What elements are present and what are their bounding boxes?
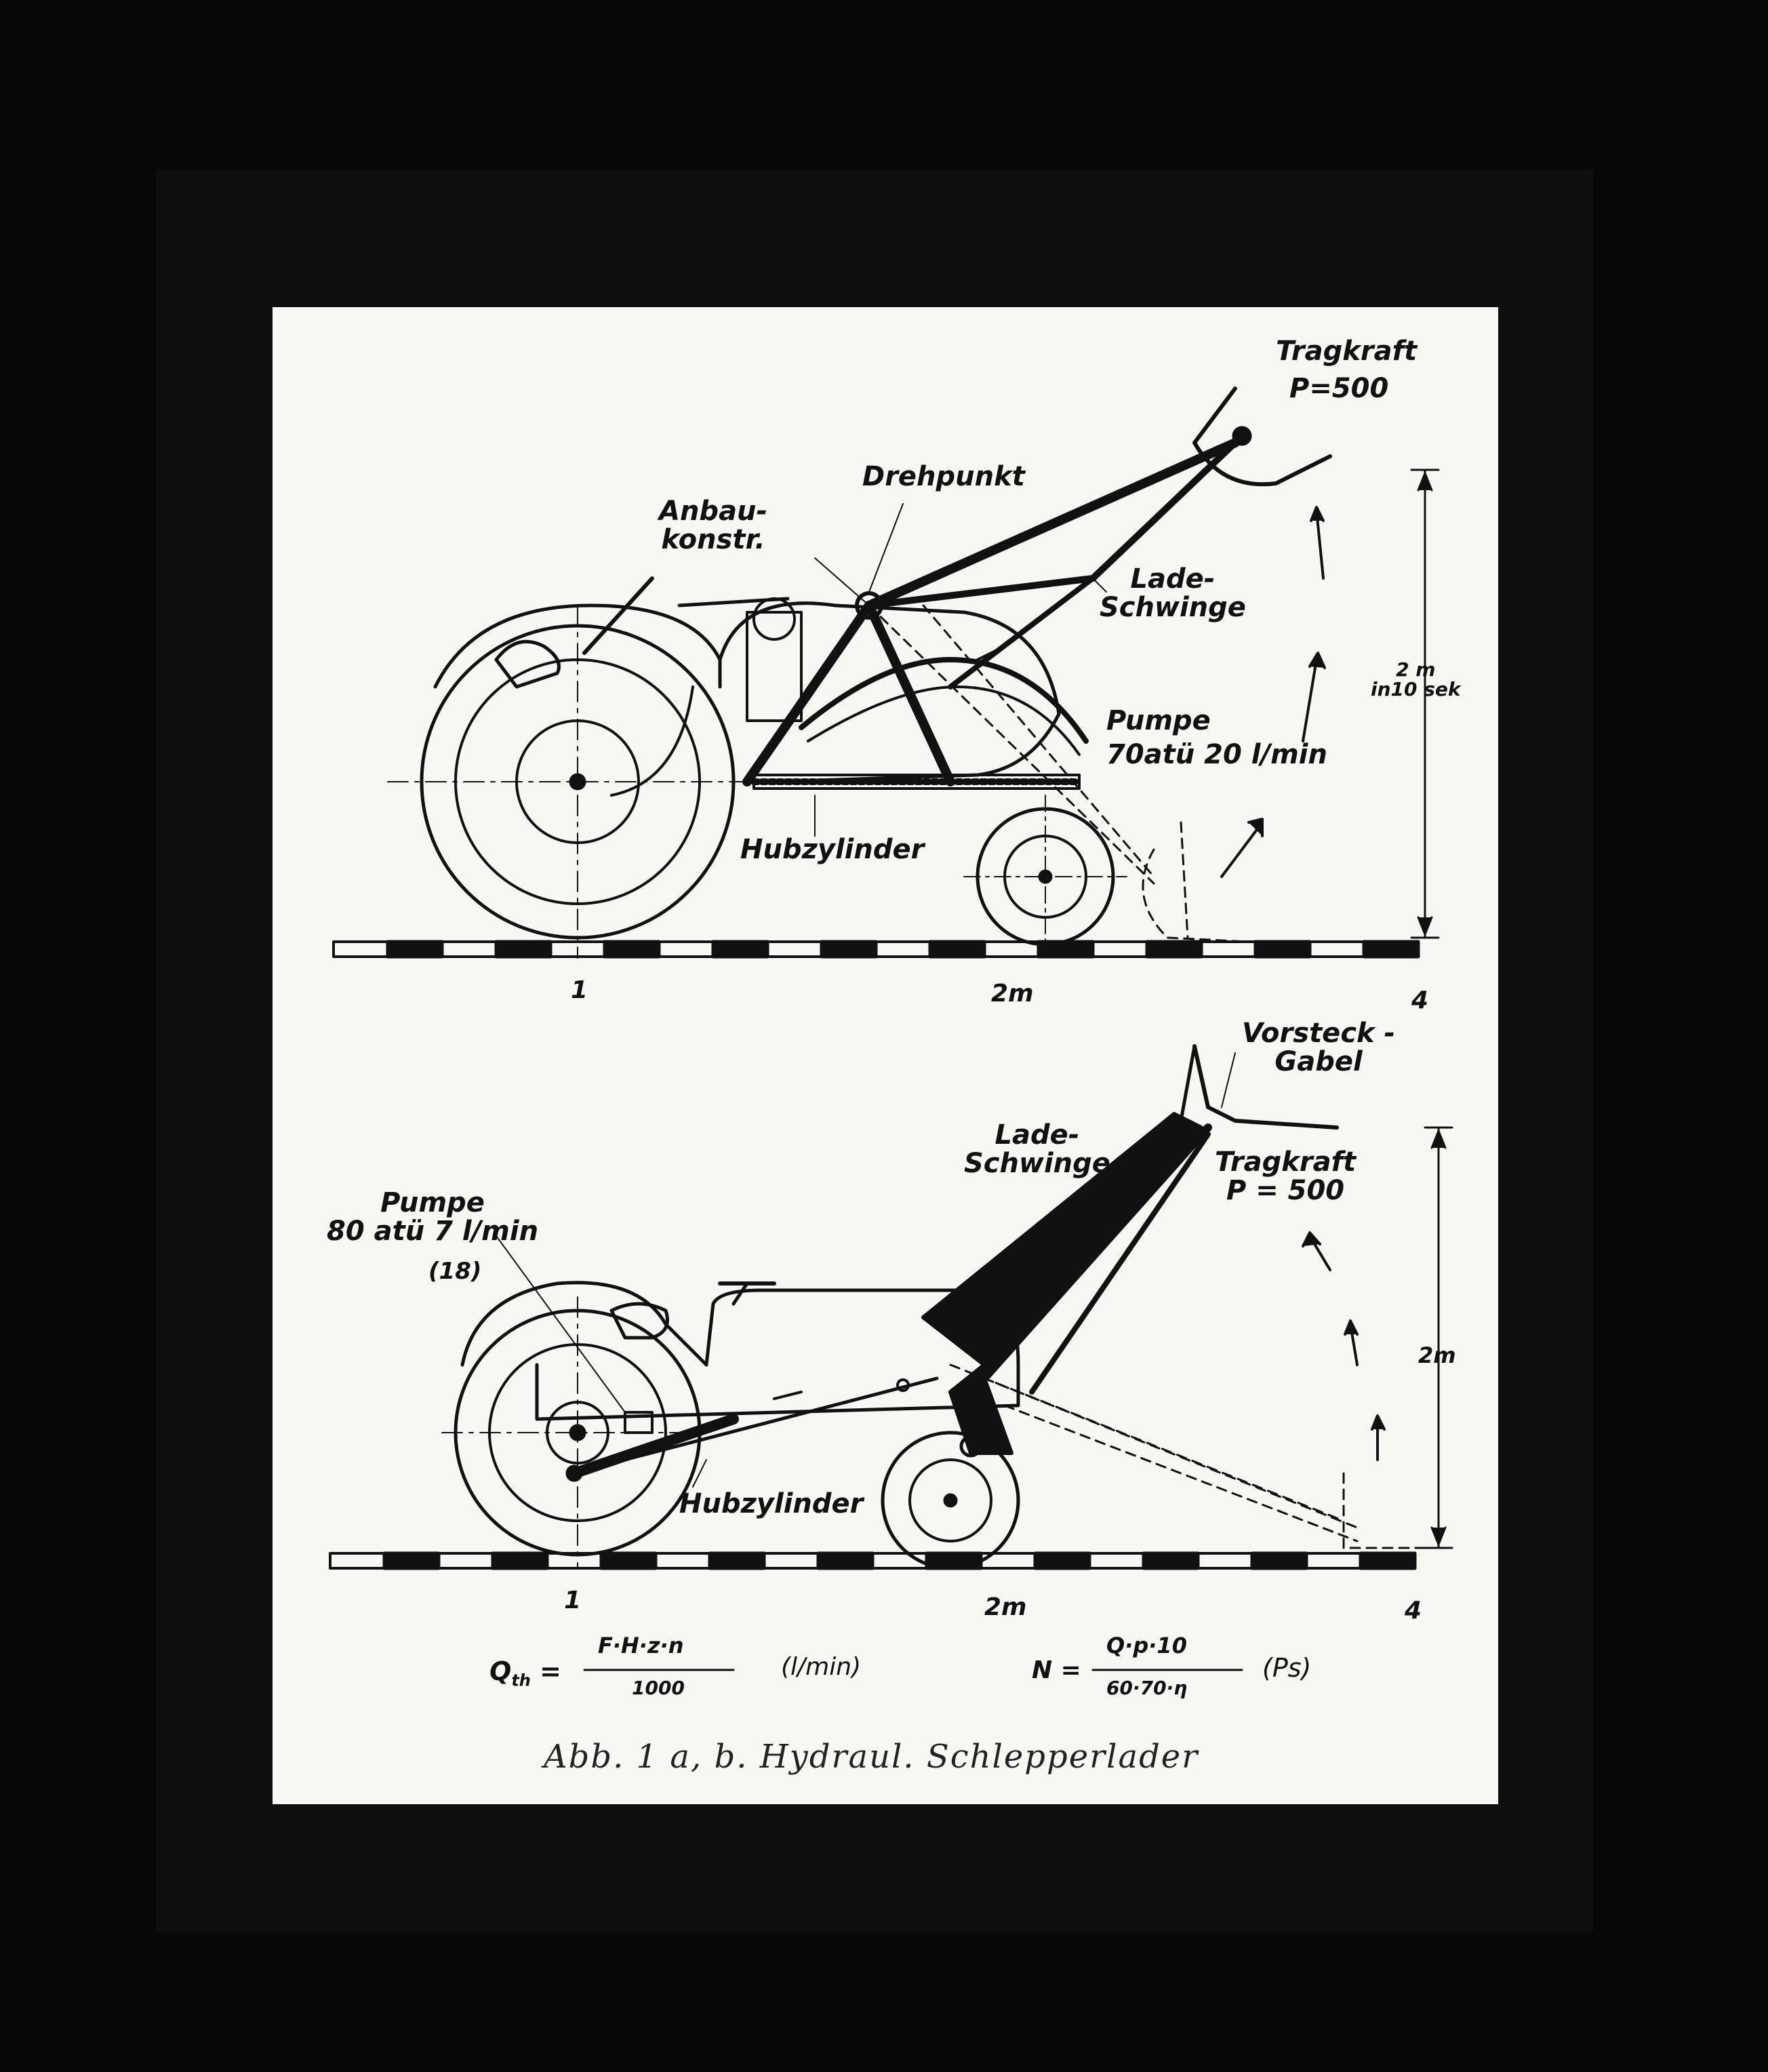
formula-n-unit: (Ps) — [1262, 1653, 1312, 1683]
steering-a — [584, 578, 652, 653]
label-height-b: 2m — [1418, 1342, 1456, 1368]
label-drehpunkt-a: Drehpunkt — [862, 461, 1025, 492]
label-tragkraft-b: Tragkraft P = 500 — [1215, 1147, 1357, 1206]
height-dimension-b — [1425, 1128, 1452, 1548]
scale-label-1-a: 1 — [571, 976, 588, 1004]
seat-b — [611, 1304, 668, 1338]
formula-q-denominator: 1000 — [632, 1677, 685, 1699]
label-tragkraft-a: Tragkraft — [1276, 336, 1418, 367]
scale-label-4-a: 4 — [1411, 987, 1429, 1014]
label-lade-a: Lade- Schwinge — [1100, 563, 1246, 623]
label-pumpe-ref-b: (18) — [428, 1258, 482, 1285]
formula-q-lhs: $Q_{th}$ = — [489, 1656, 561, 1690]
formula-q-numerator: F·H·z·n — [598, 1633, 684, 1658]
scale-bar-a — [334, 942, 1418, 957]
rear-wheel-b — [442, 1297, 706, 1568]
figure-b-drawing — [330, 1046, 1452, 1670]
lowered-position-b — [950, 1365, 1445, 1548]
formula-n-lhs: N = — [1032, 1656, 1081, 1684]
scale-label-4-b: 4 — [1405, 1597, 1422, 1625]
lift-cylinder-b — [574, 1419, 734, 1473]
label-height-a: 2 m in10 sek — [1371, 658, 1461, 701]
label-pumpe-b: Pumpe 80 atü 7 l/min — [327, 1187, 539, 1247]
label-load-a: P=500 — [1289, 373, 1389, 404]
scale-bar-b — [330, 1553, 1415, 1568]
label-vorsteck-b: Vorsteck - Gabel — [1242, 1018, 1396, 1077]
leader-lines-a — [815, 504, 1106, 836]
figure-caption: Abb. 1 a, b. Hydraul. Schlepperlader — [544, 1738, 1199, 1776]
drawing-sheet — [273, 307, 1498, 1804]
label-lade-b: Lade- Schwinge — [964, 1119, 1110, 1179]
scale-label-2-a: 2m — [991, 980, 1034, 1008]
rear-wheel-a — [388, 605, 774, 958]
front-wheel-a — [964, 795, 1127, 951]
scale-label-1-b: 1 — [564, 1587, 582, 1614]
label-pumpe-a: Pumpe — [1106, 705, 1211, 736]
label-anbau-a: Anbau- konstr. — [659, 496, 768, 555]
scale-label-2-b: 2m — [984, 1593, 1027, 1621]
label-hubzylinder-b: Hubzylinder — [679, 1488, 864, 1519]
formula-n-numerator: Q·p·10 — [1106, 1633, 1187, 1658]
label-hubzylinder-a: Hubzylinder — [740, 834, 925, 865]
formula-q-unit: (l/min) — [781, 1653, 862, 1681]
label-pumpe-spec-a: 70atü 20 l/min — [1106, 739, 1327, 770]
formula-n-denominator: 60·70·η — [1106, 1677, 1188, 1699]
motion-arrows-a — [978, 507, 1325, 877]
height-dimension-a — [1411, 470, 1439, 938]
